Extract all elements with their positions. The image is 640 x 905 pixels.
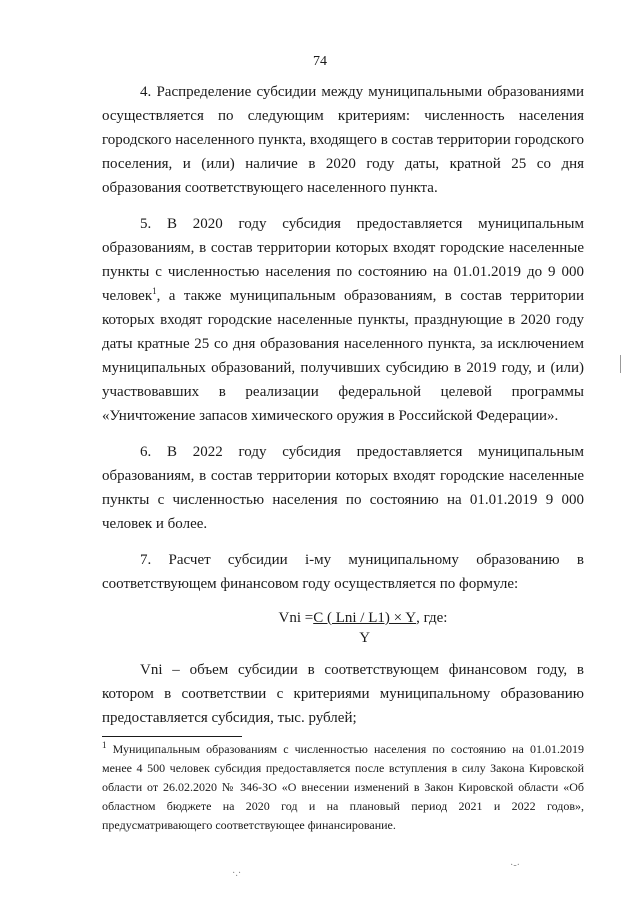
paragraph-4: 4. Распределение субсидии между муниципальными образованиями осуществляется по следующим критериям: численность населения городского населенного пункта, входящего в состав территории городского поселения, и (или) наличие в 2020 году даты, кратной 25 со дня образования соответствующего населенного пункта. bbox=[102, 84, 584, 196]
document-body bbox=[102, 80, 584, 730]
formula-denominator: Y bbox=[359, 630, 371, 646]
formula-numerator: C ( Lni / L1) × Y bbox=[313, 610, 417, 626]
scan-speck: ·.· bbox=[232, 868, 242, 879]
paragraph-7: 7. Расчет субсидии i-му муниципальному образованию в соответствующем финансовом году осуществляется по формуле: bbox=[102, 552, 584, 592]
paragraph-5-text-start: 5. В 2020 году субсидия предоставляется муниципальным образованиям, в состав территории которых входят городские населенные пункты с численностью населения по состоянию на 01.01.2019 до 9 000 человек bbox=[102, 216, 584, 304]
scan-margin-mark bbox=[620, 355, 621, 373]
scan-speck: ·-· bbox=[510, 860, 520, 871]
footnote-marker: 1 bbox=[102, 740, 107, 750]
page-number: 74 bbox=[313, 54, 327, 69]
paragraph-5 bbox=[102, 212, 584, 428]
footnote-reference: 1 bbox=[152, 286, 157, 296]
formula-suffix: , где: bbox=[416, 610, 448, 626]
formula bbox=[142, 608, 584, 648]
paragraph-5-text-end: , а также муниципальным образованиям, в состав территории которых входят городские населенные пункты, празднующие в 2020 году даты кратные 25 со дня образования населенного пункта, за исключением муниципальных образований, получивших субсидию в 2019 году, и (или) участвовавших в реализации федеральной целевой программы «Уничтожение запасов химического оружия в Российской Федерации». bbox=[102, 288, 584, 424]
formula-lhs: Vni = bbox=[278, 610, 314, 626]
footnote-1 bbox=[102, 740, 584, 835]
footnotes bbox=[102, 740, 584, 835]
footnote-text: Муниципальным образованиям с численностью населения по состоянию на 01.01.2019 менее 4 500 человек субсидия предоставляется после вступления в силу Закона Кировской области от 26.02.2020 № 346-ЗО «О внесении изменений в Закон Кировской области «Об областном бюджете на 2020 год и на плановый период 2021 и 2022 годов», предусматривающего соответствующее финансирование. bbox=[102, 742, 584, 832]
formula-fraction bbox=[313, 608, 416, 648]
paragraph-6: 6. В 2022 году субсидия предоставляется муниципальным образованиям, в состав территории которых входят городские населенные пункты с численностью населения по состоянию на 01.01.2019 9 000 человек и более. bbox=[102, 444, 584, 532]
definition-vni: Vni – объем субсидии в соответствующем финансовом году, в котором в соответствии с критериями муниципальному образованию предоставляется субсидия, тыс. рублей; bbox=[102, 662, 584, 726]
footnote-separator bbox=[102, 736, 242, 737]
